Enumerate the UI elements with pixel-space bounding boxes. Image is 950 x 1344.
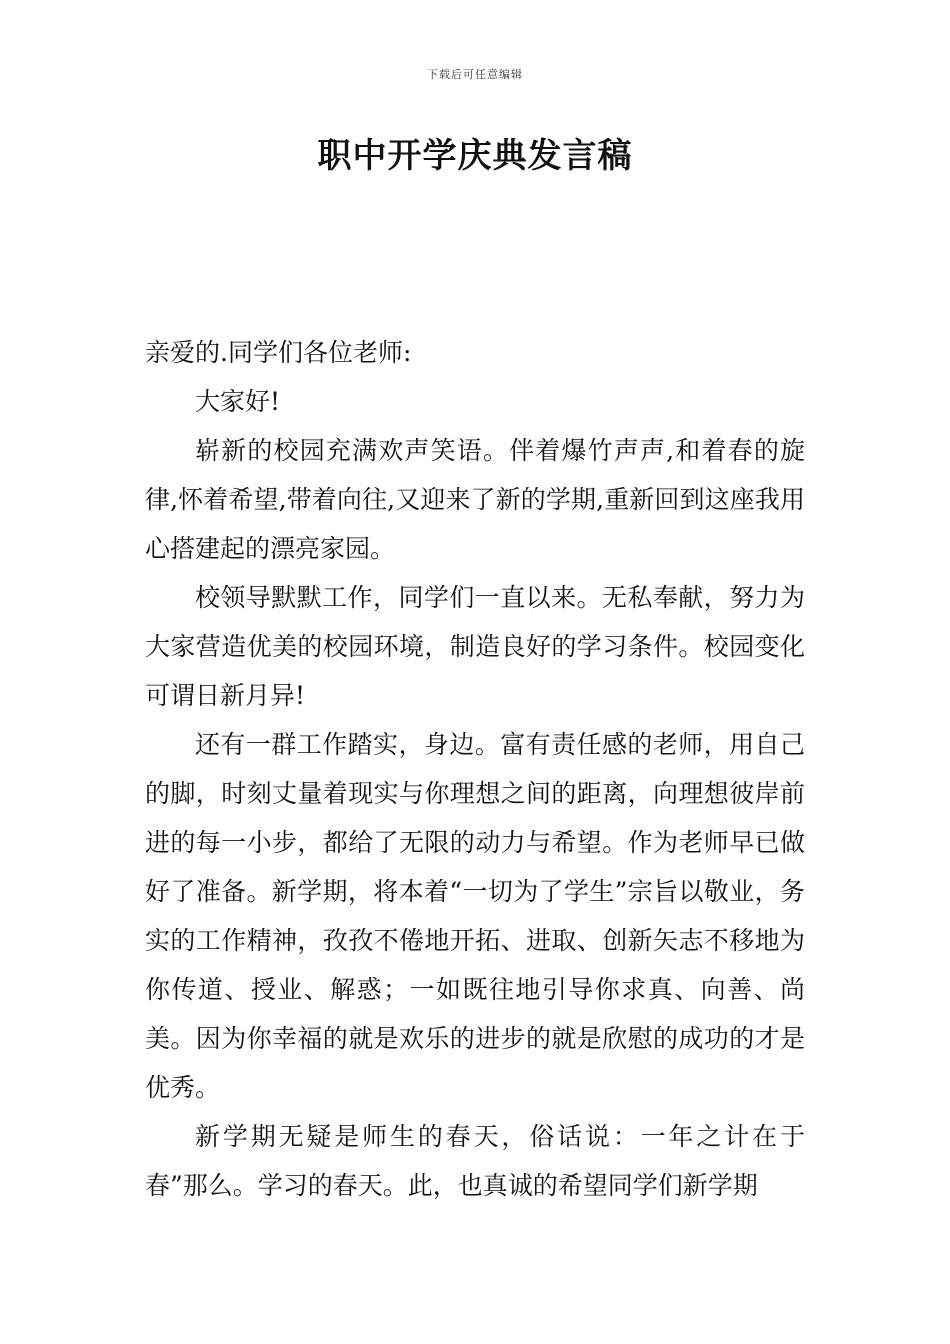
- paragraph-teachers: 还有一群工作踏实，身边。富有责任感的老师，用自己的脚，时刻丈量着现实与你理想之间的距离，向理想彼岸前进的每一小步，都给了无限的动力与希望。作为老师早已做好了准备。新学期，将本着“一切为了学生”宗旨以敬业，务实的工作精神，孜孜不倦地开拓、进取、创新矢志不移地为你传道、授业、解惑；一如既往地引导你求真、向善、尚美。因为你幸福的就是欢乐的进步的就是欣慰的成功的才是优秀。: [145, 730, 805, 1102]
- salutation: 亲爱的.同学们各位老师:: [145, 338, 412, 367]
- paragraph-greeting: 大家好!: [195, 387, 281, 416]
- document-body: [145, 328, 805, 1210]
- document-title: 职中开学庆典发言稿: [317, 136, 633, 176]
- paragraph-new-term: 新学期无疑是师生的春天，俗话说：一年之计在于春”那么。学习的春天。此，也真诚的希望同学们新学期: [145, 1122, 805, 1200]
- paragraph-campus: 崭新的校园充满欢声笑语。伴着爆竹声声,和着春的旋律,怀着希望,带着向往,又迎来了新的学期,重新回到这座我用心搭建起的漂亮家园。: [145, 436, 805, 563]
- paragraph-leaders: 校领导默默工作，同学们一直以来。无私奉献，努力为大家营造优美的校园环境，制造良好的学习条件。校园变化可谓日新月异!: [145, 583, 805, 710]
- header-note: 下载后可任意编辑: [427, 68, 523, 81]
